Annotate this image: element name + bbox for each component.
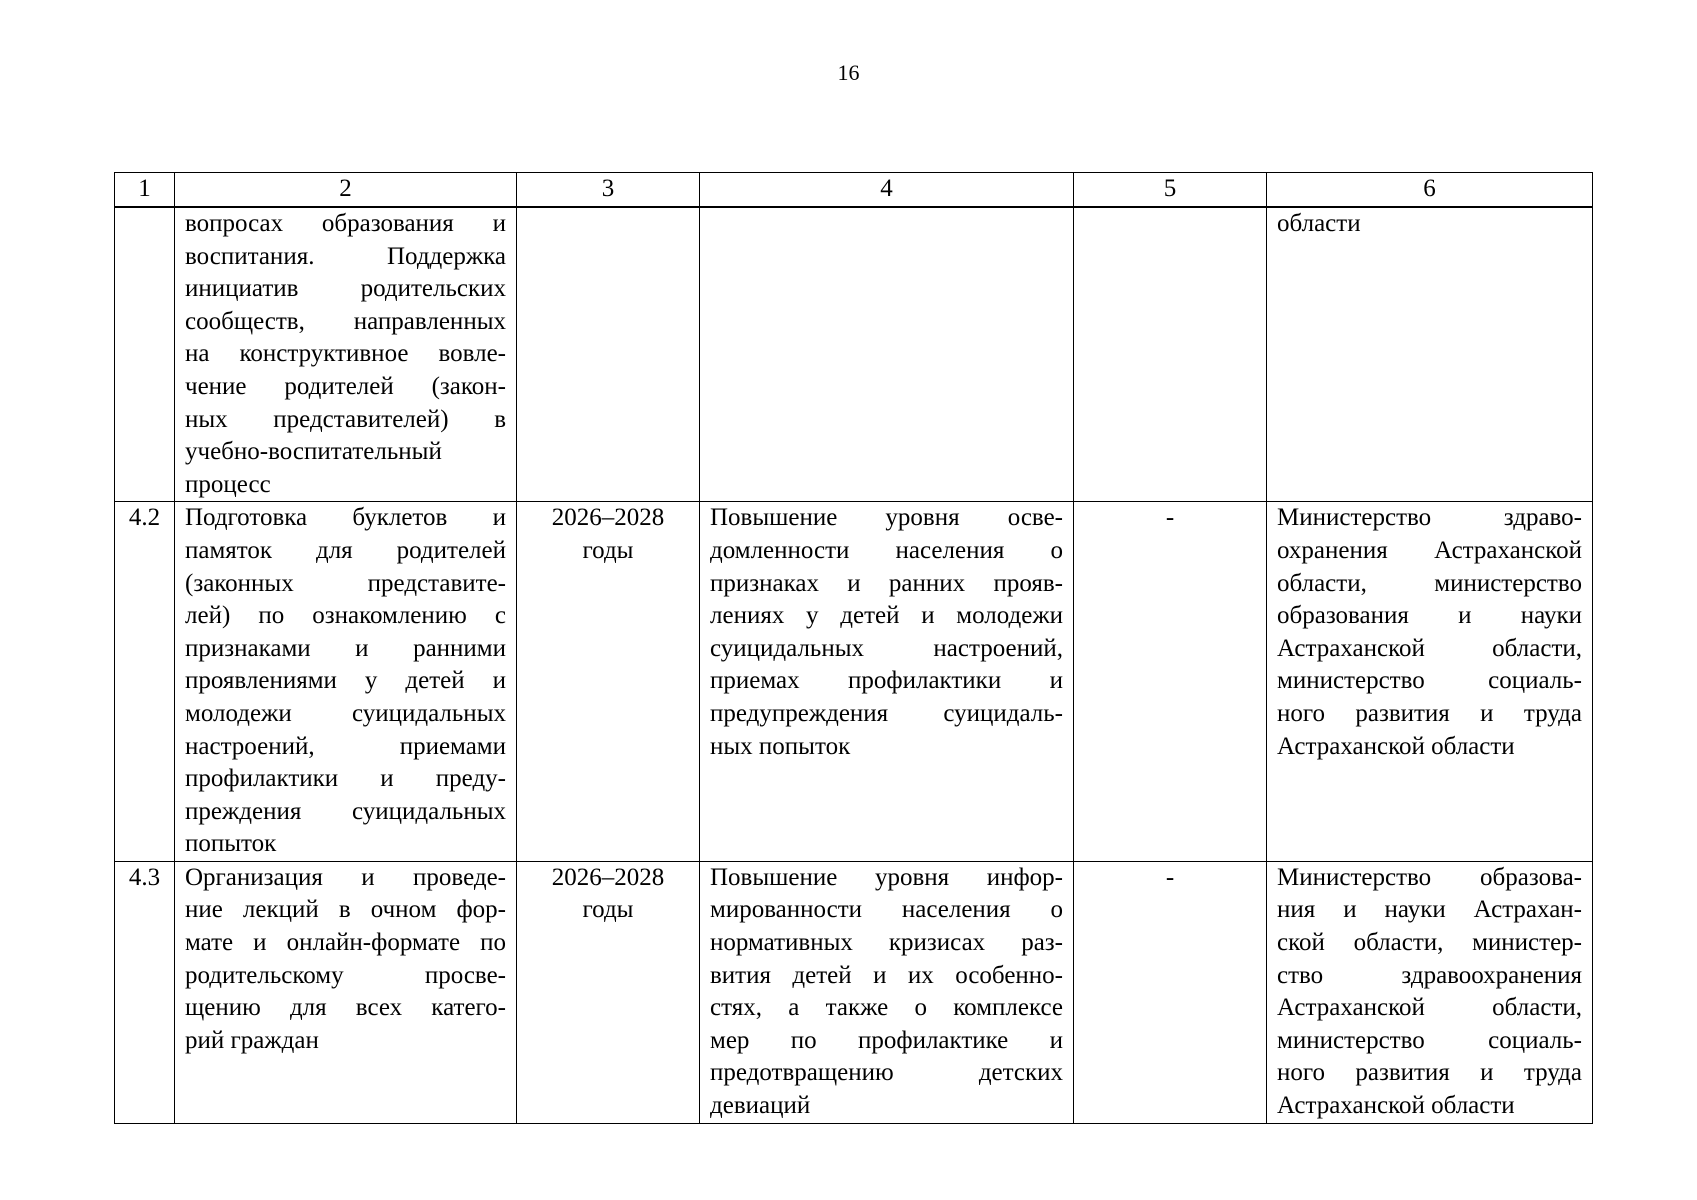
page-number: 16 (837, 60, 860, 85)
funding-cell: - (1074, 502, 1267, 862)
result-line: Повышение уровня осве- (710, 504, 1063, 532)
measure-line: ных представителей) в (185, 405, 506, 433)
result-line: мер по профилактике и (710, 1026, 1063, 1054)
column-header-2: 2 (175, 173, 517, 208)
result-line: мированности населения о (710, 896, 1063, 924)
executor-line: ния и науки Астрахан- (1277, 896, 1582, 924)
measure-line: профилактики и преду- (185, 765, 506, 793)
period-cell (517, 502, 700, 862)
measure-line: рий граждан (185, 1026, 319, 1054)
executor-line: ской области, министер- (1277, 929, 1582, 957)
measure-line: воспитания. Поддержка (185, 242, 506, 270)
measure-line: попыток (185, 830, 277, 858)
executor-line: Министерство образова- (1277, 863, 1582, 891)
result-line: предотвращению детских (710, 1059, 1063, 1087)
measure-line: преждения суицидальных (185, 797, 506, 825)
executor-cell (1267, 207, 1593, 502)
column-header-6: 6 (1267, 173, 1593, 208)
measure-line: сообществ, направленных (185, 307, 506, 335)
result-line: ных попыток (710, 732, 851, 760)
measure-line: мате и онлайн-формате по (185, 929, 506, 957)
executor-cell (1267, 861, 1593, 1123)
executor-line: министерство социаль- (1277, 1026, 1582, 1054)
executor-line: Астраханской области (1277, 732, 1515, 760)
measure-line: Подготовка буклетов и (185, 504, 506, 532)
funding-cell (1074, 207, 1267, 502)
result-line: вития детей и их особенно- (710, 961, 1063, 989)
measure-line: памяток для родителей (185, 536, 506, 564)
result-line: нормативных кризисах раз- (710, 929, 1063, 957)
result-cell (700, 502, 1074, 862)
result-cell (700, 861, 1074, 1123)
measure-cell (175, 861, 517, 1123)
measure-line: настроений, приемами (185, 732, 506, 760)
result-line: признаках и ранних прояв- (710, 569, 1063, 597)
result-line: предупреждения суицидаль- (710, 699, 1063, 727)
result-line: домленности населения о (710, 536, 1063, 564)
result-cell (700, 207, 1074, 502)
executor-line: ного развития и труда (1277, 1059, 1582, 1087)
column-header-5: 5 (1074, 173, 1267, 208)
measure-line: Организация и проведе- (185, 863, 506, 891)
table-row (115, 502, 1593, 862)
column-header-3: 3 (517, 173, 700, 208)
executor-line: ство здравоохранения (1277, 961, 1582, 989)
result-line: девиаций (710, 1092, 811, 1120)
executor-line: области, министерство (1277, 569, 1582, 597)
measure-line: проявлениями у детей и (185, 667, 506, 695)
executor-line: Астраханской области (1277, 1092, 1515, 1120)
executor-line: Министерство здраво- (1277, 504, 1582, 532)
measure-line: молодежи суицидальных (185, 699, 506, 727)
row-number-cell: 4.2 (115, 502, 175, 862)
executor-cell (1267, 502, 1593, 862)
measure-line: (законных представите- (185, 569, 506, 597)
table-header-row (115, 173, 1593, 208)
executor-line: охранения Астраханской (1277, 536, 1582, 564)
result-line: суицидальных настроений, (710, 634, 1063, 662)
measure-cell (175, 207, 517, 502)
row-number-cell: 4.3 (115, 861, 175, 1123)
measure-line: инициатив родительских (185, 275, 506, 303)
measure-line: лей) по ознакомлению с (185, 602, 506, 630)
period-line: годы (582, 896, 634, 924)
row-number-cell (115, 207, 175, 502)
measure-line: признаками и ранними (185, 634, 506, 662)
column-header-1: 1 (115, 173, 175, 208)
measure-line: на конструктивное вовле- (185, 340, 506, 368)
period-line: годы (582, 536, 634, 564)
measure-line: процесс (185, 470, 271, 498)
period-cell (517, 861, 700, 1123)
period-line: 2026–2028 (551, 863, 665, 891)
executor-line: области (1277, 210, 1361, 237)
column-header-4: 4 (700, 173, 1074, 208)
measure-cell (175, 502, 517, 862)
table-row (115, 861, 1593, 1123)
measures-table (114, 172, 1593, 1124)
executor-line: образования и науки (1277, 602, 1582, 630)
funding-cell: - (1074, 861, 1267, 1123)
measure-line: чение родителей (закон- (185, 372, 506, 400)
result-line: стях, а также о комплексе (710, 994, 1063, 1022)
period-line: 2026–2028 (551, 504, 665, 532)
executor-line: министерство социаль- (1277, 667, 1582, 695)
table-row (115, 207, 1593, 502)
result-line: лениях у детей и молодежи (710, 602, 1063, 630)
executor-line: Астраханской области, (1277, 634, 1582, 662)
result-line: Повышение уровня инфор- (710, 863, 1063, 891)
measure-line: вопросах образования и (185, 210, 506, 237)
executor-line: Астраханской области, (1277, 994, 1582, 1022)
measure-line: учебно-воспитательный (185, 438, 442, 466)
measure-line: щению для всех катего- (185, 994, 506, 1022)
measure-line: ние лекций в очном фор- (185, 896, 506, 924)
period-cell (517, 207, 700, 502)
measure-line: родительскому просве- (185, 961, 506, 989)
result-line: приемах профилактики и (710, 667, 1063, 695)
executor-line: ного развития и труда (1277, 699, 1582, 727)
